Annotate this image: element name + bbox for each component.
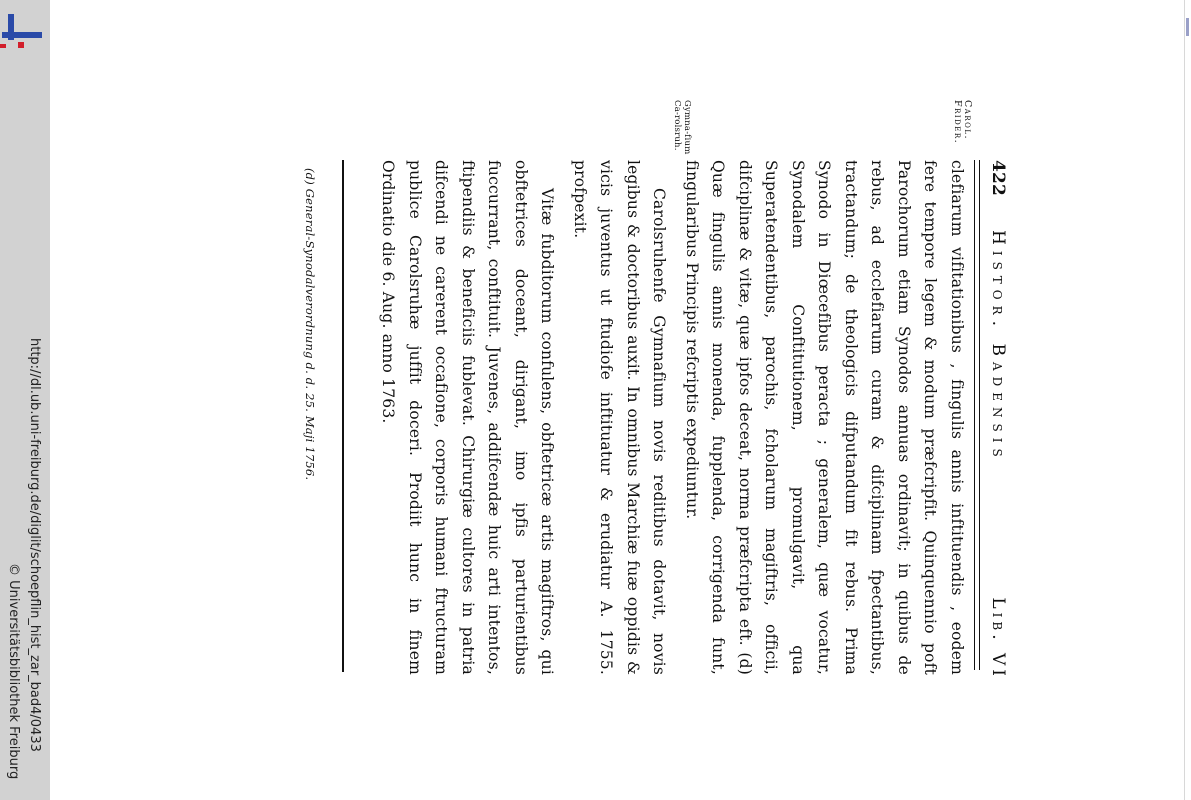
page-header: [984, 160, 1008, 680]
page-number: 422: [988, 160, 1008, 197]
page-body: [375, 160, 970, 675]
header-rule: [974, 160, 980, 670]
footnote: (d) General-Synodalverordnung d. d. 25. Maji 1756.: [303, 168, 317, 481]
margin-note-ruler: Carol. Frider.: [952, 100, 973, 145]
logo-red-bar: [18, 42, 24, 48]
paragraph-midwifery: Vitæ fubditorum confulens, obftetricæ artis magiftros, qui obftetrices doceant, dirigant, imo ipfis parturientibus fuccurrant, conftituit. Juvenes, addifcendæ huic arti intentos, ftipendiis & beneficiis fublevat. Chirurgiæ cultores in patria difcendi ne carerent occafione, corporis humani ftructuram publice Carolsruhæ juffit doceri. Prodiit hunc in finem Ordinatio die 6. Aug. anno 1763.: [379, 160, 557, 675]
university-logo: [0, 6, 44, 50]
running-title: Histor. Badensis: [988, 230, 1008, 463]
logo-red-bar-small: [0, 44, 6, 48]
document-url[interactable]: http://dl.ub.uni-freiburg.de/diglit/schoepflin_hist_zar_bad4/0433: [27, 338, 42, 752]
book-number: Lib. VI: [988, 597, 1008, 680]
edge-marker: [1186, 18, 1189, 36]
logo-blue-bar-horizontal: [2, 32, 42, 38]
scanned-page: [270, 100, 1020, 700]
viewer-sidebar: [0, 0, 50, 800]
margin-note-gymnasium: Gymna-fium Ca-rolsruh.: [672, 100, 692, 155]
paragraph-synods: clefiarum vifitationibus , fingulis annis inftituendis , eodem fere tempore legem & modum præfcripfit. Quinquennio poft Parochorum etiam Synodos annuas ordinavit; in quibus de rebus, ad ecclefiarum curam & difciplinam fpectantibus, tractandum; de theologicis difputandum fit rebus. Prima Synodo in Diœcefibus peracta ; generalem, quæ vocatur, Synodalem Conftitutionem, promulgavit, qua Superatendentibus, parochis, fcholarum magiftris, officii, difciplinæ & vitæ, quæ ipfos deceat, norma præfcripta eft. (d) Quæ fingulis annis monenda, fupplenda, corrigenda funt, fingularibus Principis refcriptis expediuntur.: [683, 160, 966, 675]
paragraph-gymnasium: Carolsruhenfe Gymnafium novis reditibus dotavit, novis legibus & doctoribus auxit. In omnibus Marchiæ fuæ oppidis & vicis juventus ut ftudiofe inftituatur & erudiatur A. 1755. profpexit.: [571, 160, 669, 675]
right-edge: [1184, 0, 1191, 800]
footnote-rule: [342, 160, 344, 672]
copyright-notice: © Universitätsbibliothek Freiburg: [6, 563, 21, 780]
